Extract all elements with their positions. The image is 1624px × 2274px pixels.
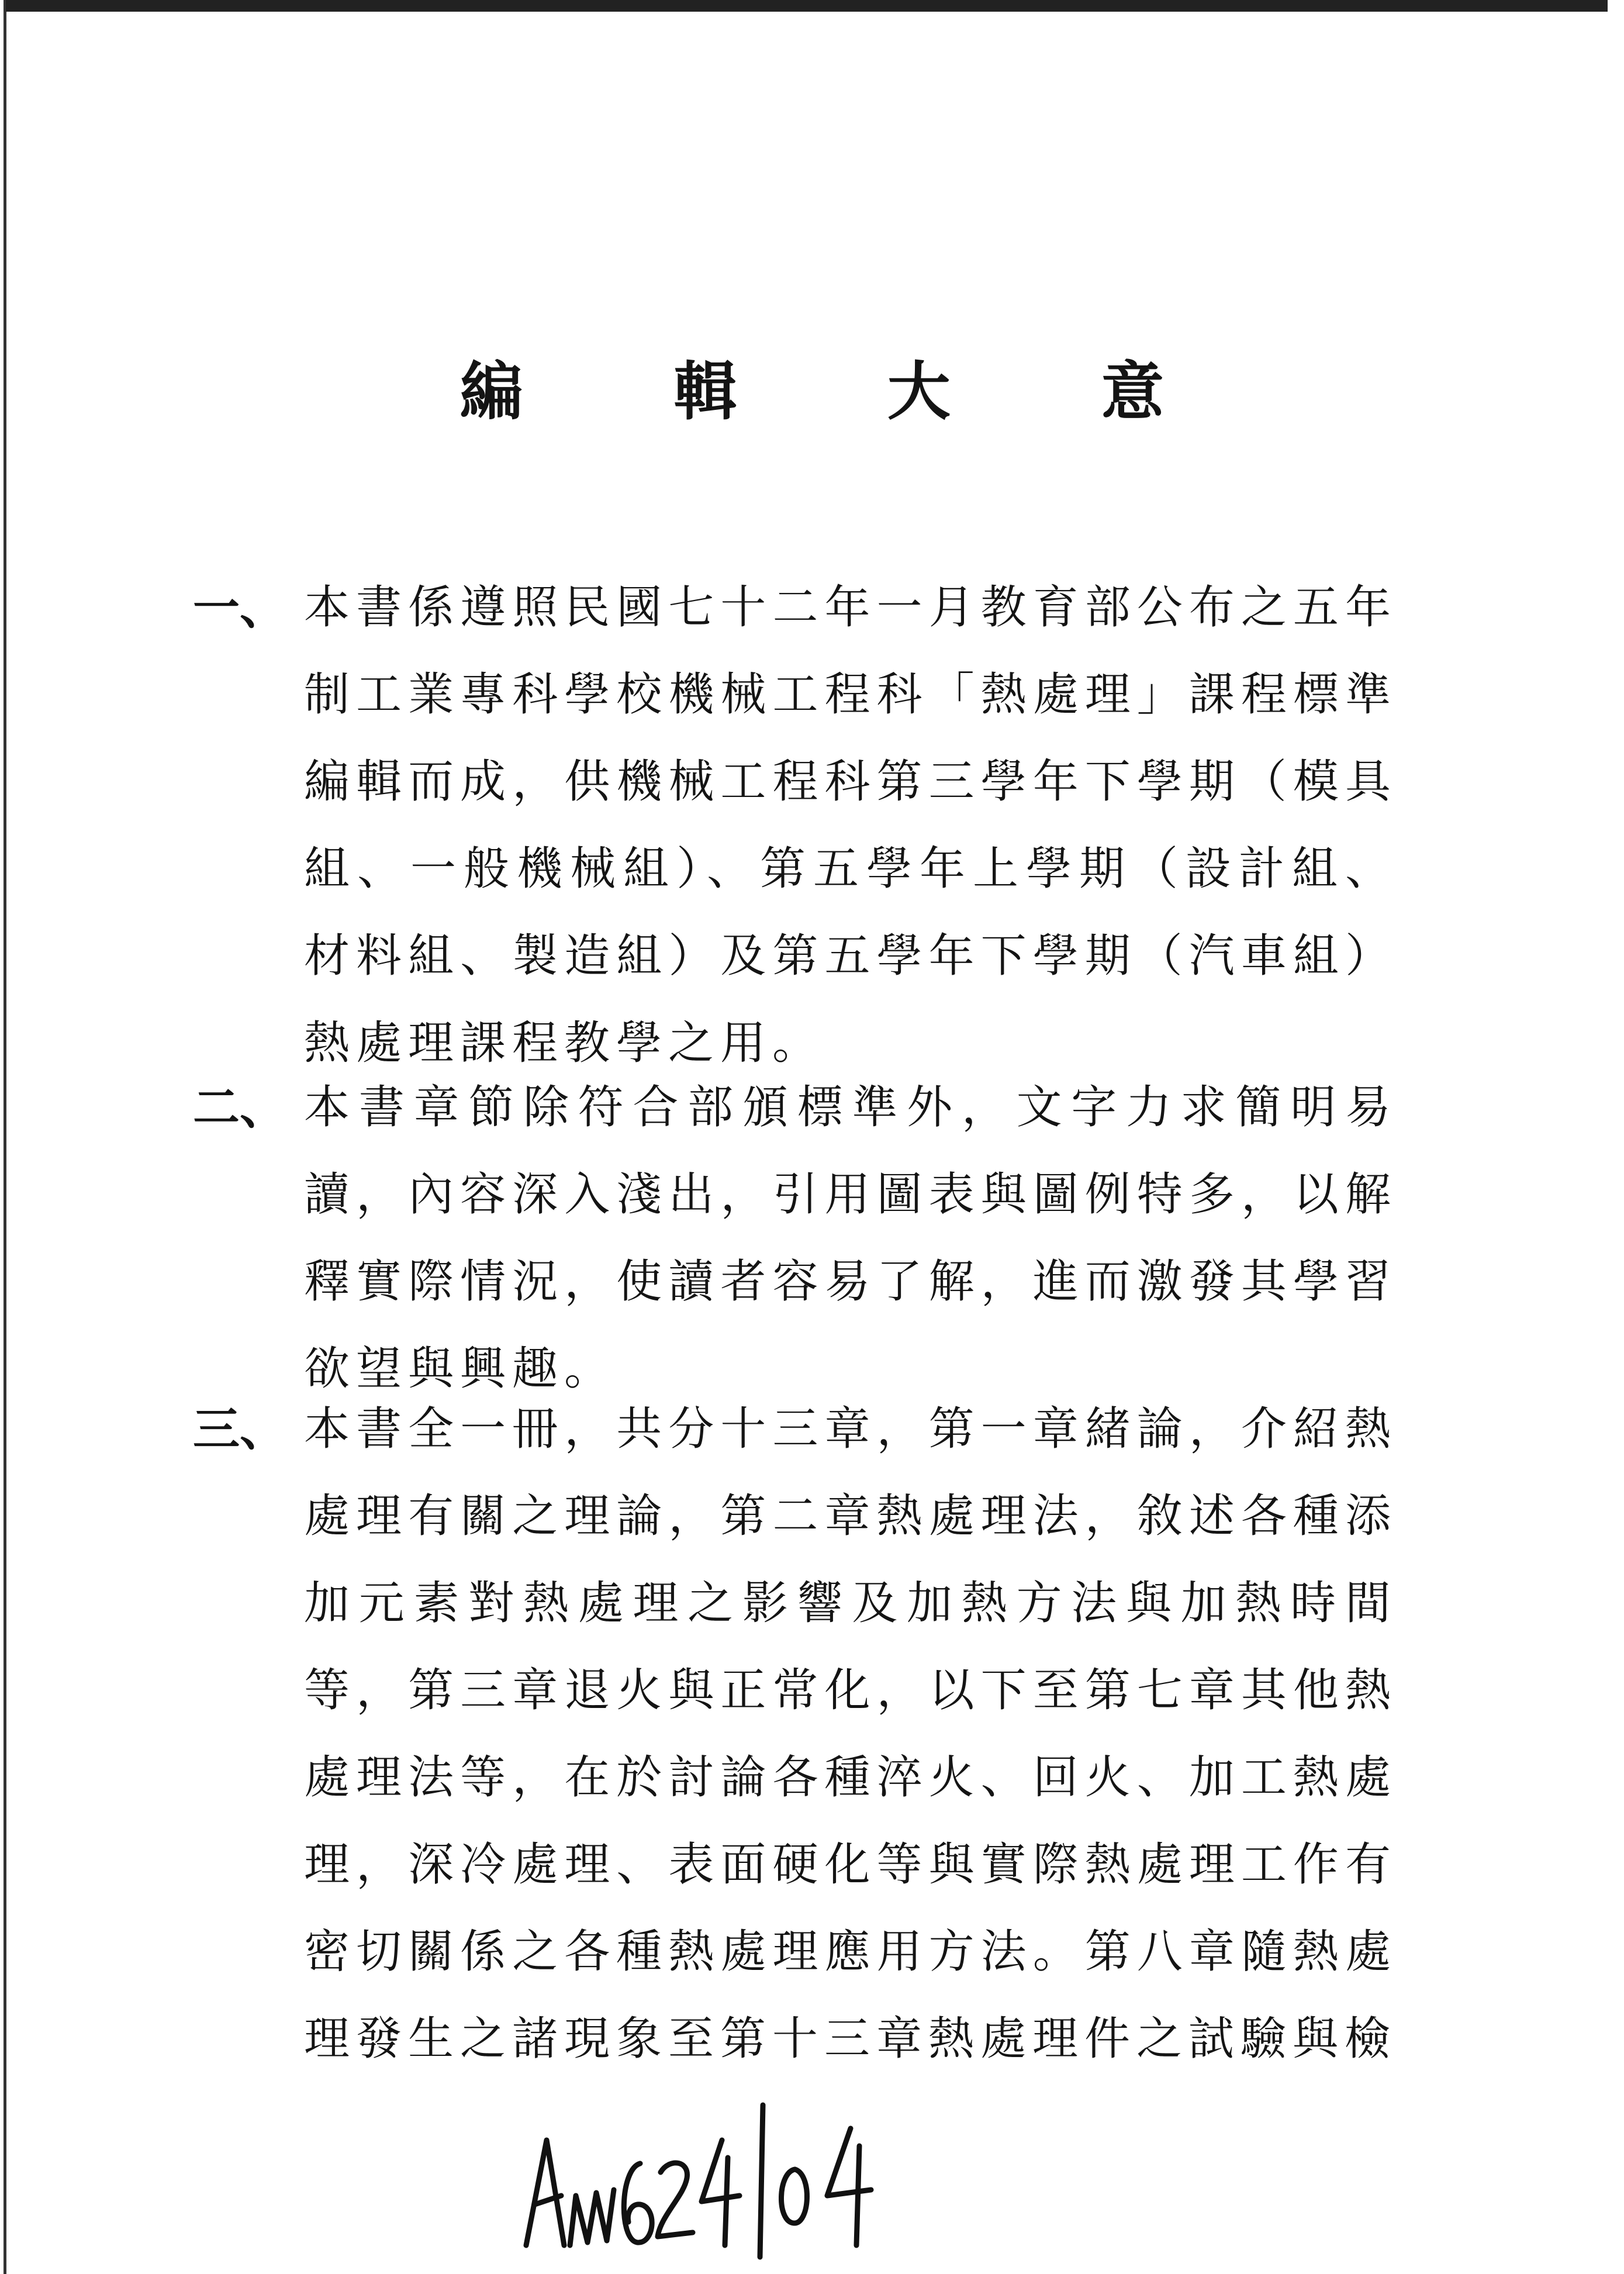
section-2 bbox=[193, 1064, 1409, 1413]
section-1 bbox=[193, 564, 1409, 1087]
scan-edge-top bbox=[6, 0, 1608, 12]
scan-edge-left bbox=[4, 0, 6, 2274]
section-text: 本書全一冊，共分十三章，第一章緒論，介紹熱處理有關之理論，第二章熱處理法，敘述各種添加元素對熱處理之影響及加熱方法與加熱時間等，第三章退火與正常化，以下至第七章其他熱處理法等，在於討論各種淬火、回火、加工熱處理，深冷處理、表面硬化等與實際熱處理工作有密切關係之各種熱處理應用方法。第八章隨熱處理發生之諸現象至第十三章熱處理件之試驗與檢 bbox=[304, 1403, 1397, 2065]
section-marker: 三、 bbox=[193, 1402, 286, 1457]
section-3 bbox=[193, 1386, 1409, 2083]
section-marker: 二、 bbox=[193, 1080, 286, 1135]
section-text: 本書章節除符合部頒標準外，文字力求簡明易讀，內容深入淺出，引用圖表與圖例特多，以解釋實際情況，使讀者容易了解，進而激發其學習欲望與興趣。 bbox=[304, 1081, 1397, 1395]
handwritten-signature bbox=[514, 2070, 889, 2263]
section-text: 本書係遵照民國七十二年一月教育部公布之五年制工業專科學校機械工程科「熱處理」課程標準編輯而成，供機械工程科第三學年下學期（模具組、一般機械組）、第五學年上學期（設計組、材料組、製造組）及第五學年下學期（汽車組）熱處理課程教學之用。 bbox=[304, 581, 1397, 1069]
page-title: 編 輯 大 意 bbox=[459, 355, 1229, 429]
section-marker: 一、 bbox=[193, 580, 286, 635]
